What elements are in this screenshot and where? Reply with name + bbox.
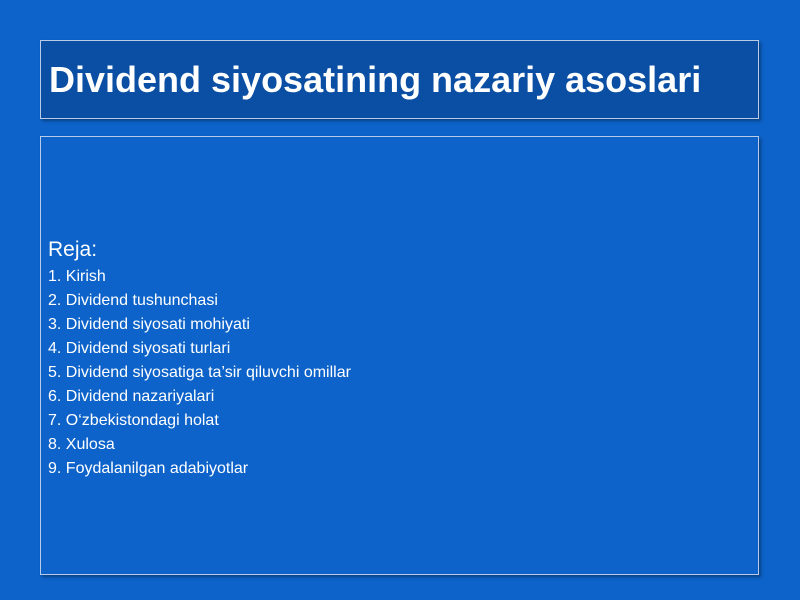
plan-label: Reja: (48, 238, 98, 261)
plan-item-kirish: 1. Kirish (48, 268, 106, 285)
plan-item-xulosa: 8. Xulosa (48, 436, 115, 453)
plan-item-adabiyotlar: 9. Foydalanilgan adabiyotlar (48, 460, 249, 477)
plan-list (48, 265, 351, 481)
slide-title: Dividend siyosatining nazariy asoslari (49, 58, 702, 100)
plan-item-nazariyalari: 6. Dividend nazariyalari (48, 388, 215, 405)
plan-item-turlari: 4. Dividend siyosati turlari (48, 340, 231, 357)
plan-item-holat: 7. O‘zbekistondagi holat (48, 412, 219, 429)
plan-item-omillar: 5. Dividend siyosatiga ta’sir qiluvchi omillar (48, 364, 351, 381)
plan-section (48, 237, 351, 481)
title-placeholder (40, 40, 759, 119)
plan-item-tushunchasi: 2. Dividend tushunchasi (48, 292, 218, 309)
content-placeholder (40, 136, 759, 575)
plan-item-mohiyati: 3. Dividend siyosati mohiyati (48, 316, 250, 333)
